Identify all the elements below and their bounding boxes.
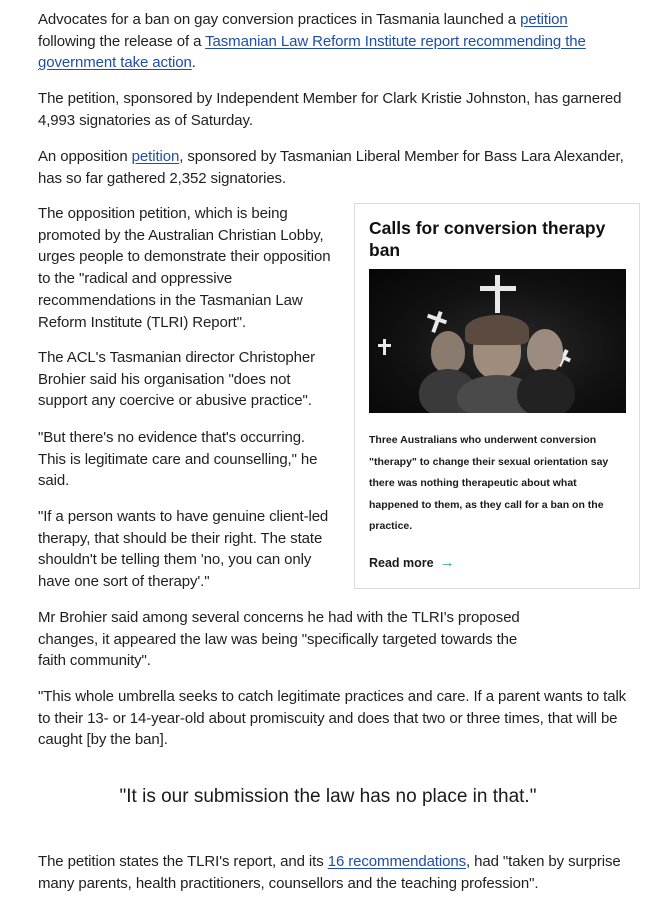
paragraph-brohier-quote-2: "If a person wants to have genuine client-led therapy, that should be their right. The state shouldn't be telling them 'no, you can only have one sort of therapy'."	[38, 508, 329, 591]
paragraph-text: following the release of a	[38, 32, 206, 50]
opposition-petition-link[interactable]: petition	[131, 148, 180, 165]
paragraph-recommendations	[38, 851, 628, 894]
related-story-caption: Three Australians who underwent conversion "therapy" to change their sexual orientation say there was nothing therapeutic about what happened to them, as they call for a ban on the practice.	[369, 434, 609, 532]
person-right-body	[517, 369, 575, 413]
read-more-label: Read more	[369, 556, 434, 570]
paragraph-concerns	[38, 607, 548, 672]
related-story-title[interactable]: Calls for conversion therapy ban	[369, 218, 606, 260]
tlri-report-link[interactable]: Tasmanian Law Reform Institute report recommending the government take action	[38, 32, 586, 72]
person-center-hair	[465, 315, 529, 345]
paragraph-umbrella-quote: "This whole umbrella seeks to catch legitimate practices and care. If a parent wants to talk to their 13- or 14-year-old about promiscuity and does that two or three times, that will be caught [by the ban].	[38, 688, 627, 749]
pull-quote: "It is our submission the law has no place in that."	[119, 786, 537, 807]
cross-shape	[495, 275, 500, 313]
recommendations-link[interactable]: 16 recommendations	[327, 853, 466, 870]
paragraph-opposition-petition	[38, 146, 628, 189]
paragraph-text: Mr Brohier said among several concerns he had with the TLRI's proposed changes, it appeared the law was being "specifically targeted towards the faith community".	[38, 609, 520, 670]
cross-shape	[378, 344, 391, 347]
paragraph-acl-promotion: The opposition petition, which is being promoted by the Australian Christian Lobby, urges people to demonstrate their opposition to the "radical and oppressive recommendations in the Tasmanian Law Reform Institute (TLRI) Report".	[38, 205, 331, 331]
paragraph-petition-signatories: The petition, sponsored by Independent Member for Clark Kristie Johnston, has garnered 4,993 signatories as of Saturday.	[38, 90, 622, 129]
related-story-image[interactable]	[369, 269, 626, 413]
person-left	[431, 331, 465, 373]
paragraph-text: .	[191, 54, 196, 72]
paragraph-brohier-quote-1: "But there's no evidence that's occurring. This is legitimate care and counselling," he said.	[38, 429, 318, 490]
paragraph-intro	[38, 9, 628, 74]
paragraph-text: Advocates for a ban on gay conversion practices in Tasmania launched a	[38, 11, 521, 28]
paragraph-text: , had "taken by surprise many parents, health practitioners, counsellors and the teaching profession".	[38, 853, 621, 892]
read-more-link[interactable]	[369, 554, 455, 572]
paragraph-brohier-statement: The ACL's Tasmanian director Christopher Brohier said his organisation "does not support any coercive or abusive practice".	[38, 349, 316, 410]
arrow-right-icon: →	[439, 554, 455, 571]
cross-shape	[480, 286, 516, 291]
cross-shape	[383, 339, 386, 355]
paragraph-text: , sponsored by Tasmanian Liberal Member for Bass Lara Alexander, has so far gathered 2,352 signatories.	[38, 148, 624, 187]
paragraph-text: The petition states the TLRI's report, and its	[38, 853, 328, 870]
paragraph-text: An opposition	[38, 148, 132, 165]
related-story-card[interactable]	[354, 203, 640, 589]
person-right	[527, 329, 563, 373]
petition-link[interactable]: petition	[520, 11, 568, 28]
